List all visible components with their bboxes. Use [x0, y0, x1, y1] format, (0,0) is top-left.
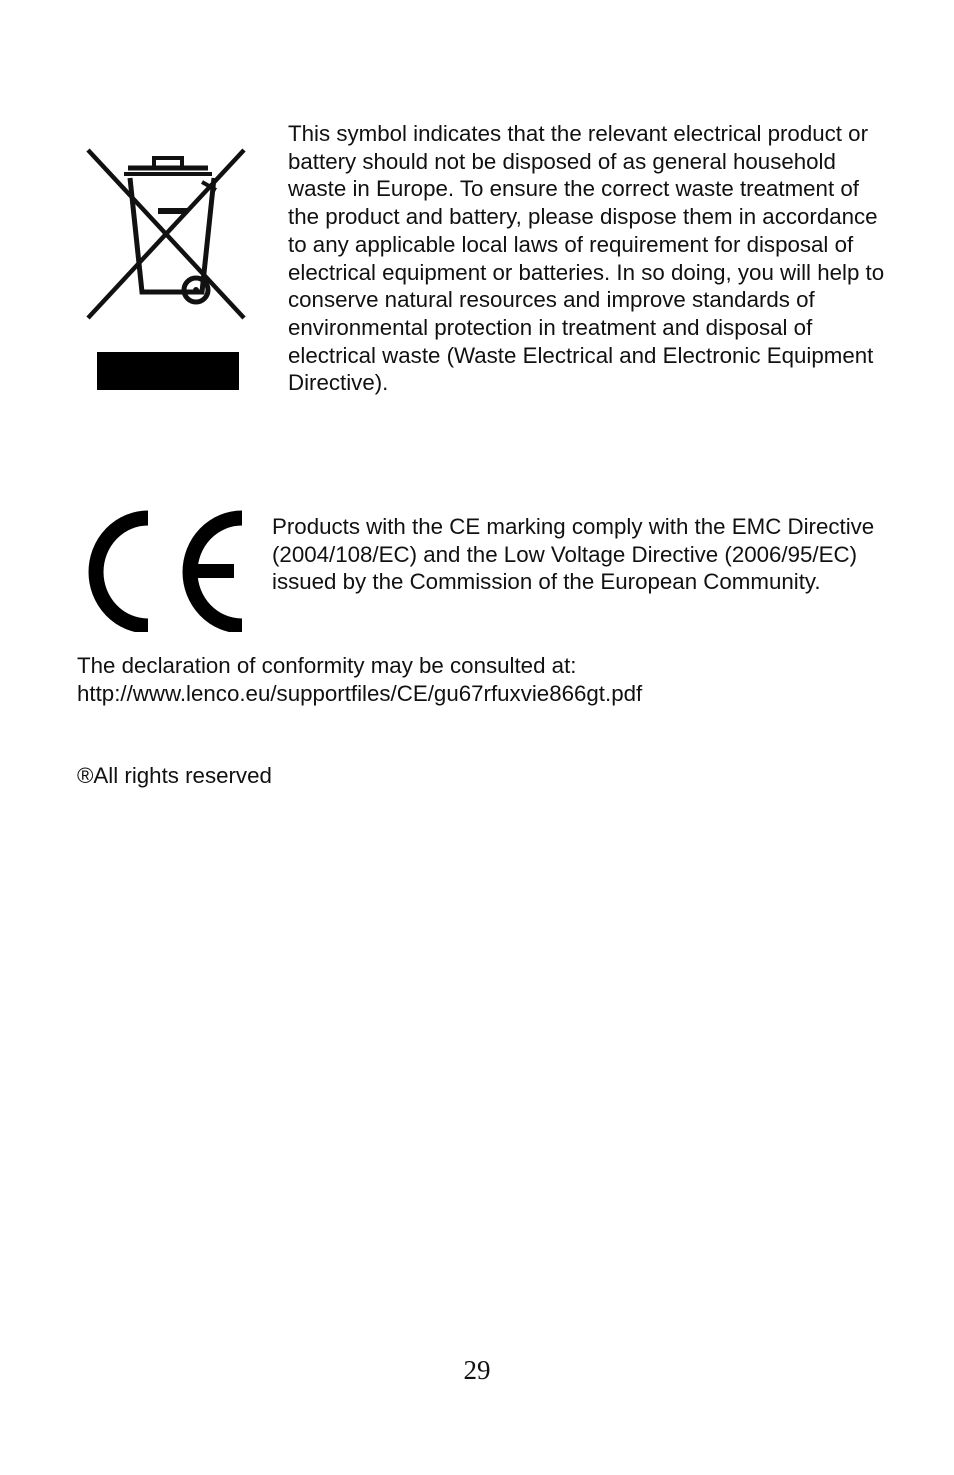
all-rights-reserved: ®All rights reserved	[77, 763, 272, 788]
weee-disposal-notice: This symbol indicates that the relevant electrical product or battery should not be disposed of as general household waste in Europe. To ensure the correct waste treatment of the product and battery, please dispose them in accordance to any applicable local laws of requirement for disposal of electrical equipment or batteries. In so doing, you will help to conserve natural resources and improve standards of environmental protection in treatment and disposal of electrical waste (Waste Electrical and Electronic Equipment Directive).	[288, 121, 885, 396]
ce-mark-icon	[82, 510, 248, 632]
declaration-url: http://www.lenco.eu/supportfiles/CE/gu67rfuxvie866gt.pdf	[77, 680, 643, 706]
ce-compliance-notice: Products with the CE marking comply with the EMC Directive (2004/108/EC) and the Low Voltage Directive (2006/95/EC) issued by the Commission of the European Community.	[272, 514, 875, 595]
page-number: 29	[463, 1355, 491, 1385]
declaration-of-conformity	[77, 652, 917, 707]
declaration-line: The declaration of conformity may be consulted at:	[77, 653, 577, 678]
crossed-out-wheelie-bin-icon	[80, 140, 252, 402]
